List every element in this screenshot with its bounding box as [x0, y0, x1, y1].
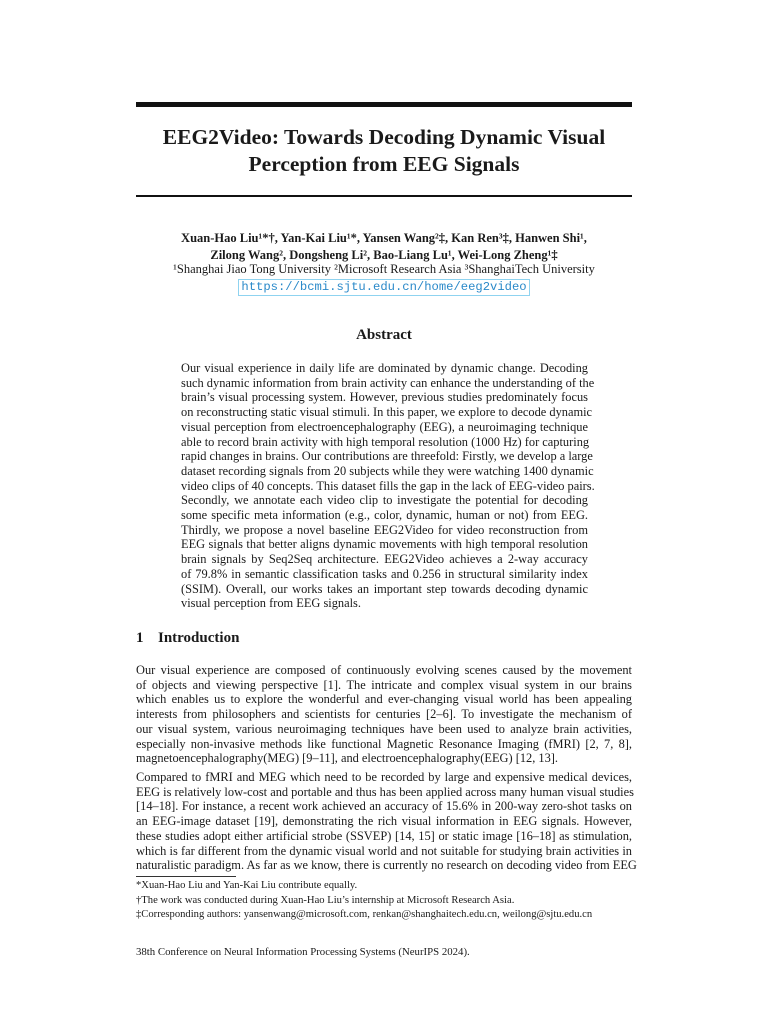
paragraph-line: Our visual experience are composed of continuously evolving scenes caused by the movement: [136, 663, 632, 677]
abstract-line: Thirdly, we propose a novel baseline EEG2Video for video reconstruction from: [181, 522, 588, 537]
title-top-rule: [136, 102, 632, 107]
paragraph-line: especially non-invasive methods like functional Magnetic Resonance Imaging (fMRI) [2, 7, 8],: [136, 736, 632, 751]
author-line-2: Zilong Wang², Dongsheng Li², Bao-Liang Lu¹, Wei-Long Zheng¹‡: [210, 248, 558, 262]
title-bottom-rule: [136, 195, 632, 197]
footnotes: [136, 879, 632, 923]
abstract-line: Our visual experience in daily life are dominated by dynamic change. Decoding: [181, 361, 588, 375]
paragraph-line: interests from philosophers and scientists for centuries [2–6]. To investigate the mechanism of: [136, 707, 632, 722]
footnote-equal-contribution: *Xuan-Hao Liu and Yan-Kai Liu contribute equally.: [136, 880, 358, 891]
abstract-line: on reconstructing static visual stimuli. In this paper, we explore to decode dynamic: [181, 405, 593, 420]
abstract-line: such dynamic information from brain activity can enhance the understanding of the: [181, 375, 595, 390]
section-heading-introduction: [136, 630, 239, 647]
abstract-line: visual perception from EEG signals.: [181, 596, 361, 611]
abstract-line: video clips of 40 concepts. This dataset fills the gap in the lack of EEG-video pairs.: [181, 478, 595, 493]
paragraph-line: magnetoencephalography(MEG) [9–11], and electroencephalography(EEG) [12, 13].: [136, 751, 559, 766]
title-line-2: Perception from EEG Signals: [248, 152, 520, 176]
paragraph-line: which enables us to explore the wonderful and ever-changing visual world has been appealing: [136, 692, 632, 707]
abstract-line: EEG signals that better aligns dynamic movements with high temporal resolution: [181, 537, 588, 552]
paragraph-line: which is far different from the dynamic visual world and not suitable for studying brain activities in: [136, 843, 632, 858]
author-list: [136, 230, 632, 264]
abstract-line: visual perception from electroencephalography (EEG), a neuroimaging technique: [181, 419, 588, 434]
abstract-line: brain’s visual processing system. However, previous studies predominately focus: [181, 390, 588, 405]
paragraph-line: these studies adopt either artificial strobe (SSVEP) [14, 15] or static image [16–18] as stimulation,: [136, 828, 632, 843]
intro-paragraph-1: [136, 663, 632, 766]
footnote-rule: [136, 876, 236, 877]
project-url-link[interactable]: https://bcmi.sjtu.edu.cn/home/eeg2video: [238, 279, 529, 296]
section-number: 1: [136, 630, 144, 646]
abstract-heading: Abstract: [356, 327, 412, 343]
abstract-line: rapid changes in brains. Our contributions are threefold: Firstly, we develop a large: [181, 449, 593, 464]
abstract-line: some specific meta information (e.g., color, dynamic, human or not) from EEG.: [181, 508, 588, 523]
paragraph-line: EEG is relatively low-cost and portable and thus has been applied across many human visual studies: [136, 784, 634, 799]
footnote-corresponding-authors: ‡Corresponding authors: yansenwang@microsoft.com, renkan@shanghaitech.edu.cn, weilong@sjtu.edu.cn: [136, 909, 593, 920]
intro-paragraph-2: [136, 770, 637, 873]
paper-title: [136, 124, 632, 178]
affiliations: ¹Shanghai Jiao Tong University ²Microsoft Research Asia ³ShanghaiTech University: [173, 262, 595, 276]
paragraph-line: [14–18]. For instance, a recent work achieved an accuracy of 15.6% in 200-way zero-shot tasks on: [136, 799, 632, 814]
abstract-line: able to record brain activity with high temporal resolution (1000 Hz) for capturing: [181, 434, 590, 449]
abstract-body: [181, 361, 595, 611]
abstract-line: dataset recording signals from 20 subjects while they were watching 1400 dynamic: [181, 463, 594, 478]
paragraph-line: Compared to fMRI and MEG which need to be recorded by large and expensive medical devices,: [136, 770, 632, 784]
abstract-line: of 79.8% in semantic classification tasks and 0.256 in structural similarity index: [181, 566, 588, 581]
abstract-line: Secondly, we annotate each video clip to investigate the potential for decoding: [181, 493, 588, 508]
conference-note: 38th Conference on Neural Information Processing Systems (NeurIPS 2024).: [136, 946, 470, 958]
footnote-internship: †The work was conducted during Xuan-Hao Liu’s internship at Microsoft Research Asia.: [136, 894, 515, 906]
abstract-line: (SSIM). Overall, our works takes an important step towards decoding dynamic: [181, 581, 588, 596]
section-title: Introduction: [158, 630, 240, 646]
paragraph-line: an EEG-image dataset [19], demonstrating the rich visual information in EEG signals. However,: [136, 814, 632, 829]
project-link-wrap: [136, 277, 632, 296]
paragraph-line: of objects and viewing perspective [1]. The intricate and complex visual system in our brains: [136, 677, 632, 692]
paragraph-line: naturalistic paradigm. As far as we know, there is currently no research on decoding video from EEG: [136, 858, 637, 873]
abstract-line: brain signals by Seq2Seq architecture. EEG2Video achieves a 2-way accuracy: [181, 552, 588, 567]
title-line-1: EEG2Video: Towards Decoding Dynamic Visual: [162, 125, 606, 149]
paragraph-line: our visual system, various neuroimaging techniques have been used to analyze brain activities,: [136, 721, 632, 736]
author-line-1: Xuan-Hao Liu¹*†, Yan-Kai Liu¹*, Yansen Wang²‡, Kan Ren³‡, Hanwen Shi¹,: [181, 231, 587, 245]
